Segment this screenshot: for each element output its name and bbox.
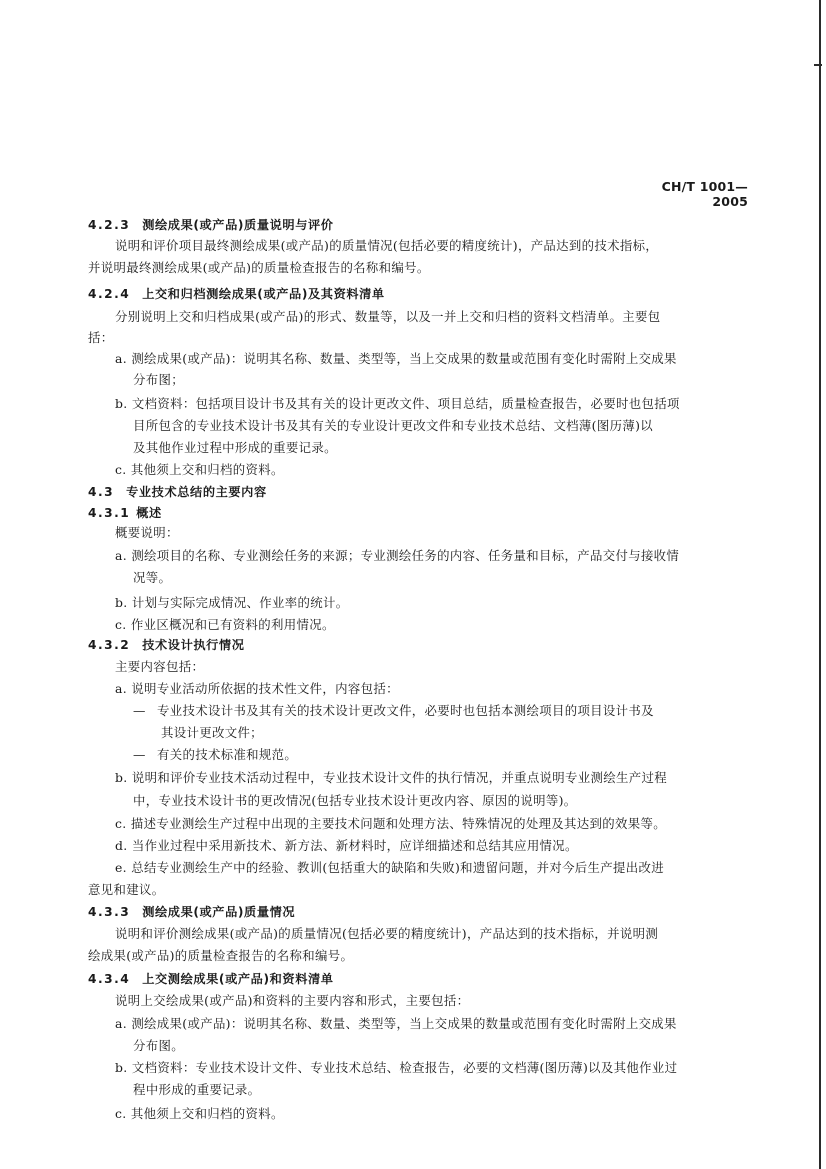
list-item-c: c. 其他须上交和归档的资料。 (115, 1106, 284, 1121)
section-title: 测绘成果(或产品)质量说明与评价 (142, 218, 334, 232)
section-heading-4-2-3 (88, 217, 334, 233)
list-item-a: a. 说明专业活动所依据的技术性文件，内容包括： (115, 681, 399, 696)
paragraph-line: 说明上交绘成果(或产品)和资料的主要内容和形式，主要包括： (115, 993, 470, 1008)
list-item-a: a. 测绘成果(或产品)：说明其名称、数量、类型等，当上交成果的数量或范围有变化时需附上交成果 (115, 351, 677, 366)
list-item-continuation: 况等。 (133, 570, 172, 585)
paragraph-line: 分别说明上交和归档成果(或产品)的形式、数量等，以及一并上交和归档的资料文档清单。主要包 (115, 309, 661, 324)
dash-item-text: 有关的技术标准和规范。 (157, 747, 298, 762)
list-item-a: a. 测绘成果(或产品)：说明其名称、数量、类型等，当上交成果的数量或范围有变化时需附上交成果 (115, 1016, 677, 1031)
section-title: 上交和归档测绘成果(或产品)及其资料清单 (142, 287, 385, 301)
dash-glyph: — (133, 747, 146, 762)
section-heading-4-2-4 (88, 286, 385, 302)
list-item-continuation: 分布图。 (133, 1038, 184, 1053)
section-heading-4-3-4 (88, 971, 334, 987)
section-heading-4-3 (88, 484, 267, 500)
section-title: 上交测绘成果(或产品)和资料清单 (142, 972, 334, 986)
list-item-b: b. 计划与实际完成情况、作业率的统计。 (115, 595, 349, 610)
dash-item (133, 747, 297, 763)
list-item-a: a. 测绘项目的名称、专业测绘任务的来源；专业测绘任务的内容、任务量和目标，产品交付与接收情 (115, 548, 680, 563)
list-item-c: c. 其他须上交和归档的资料。 (115, 462, 284, 477)
section-title: 专业技术总结的主要内容 (126, 485, 267, 499)
dash-glyph: — (133, 703, 146, 718)
paragraph-line: 概要说明： (115, 525, 179, 540)
list-item-b: b. 文档资料：包括项目设计书及其有关的设计更改文件、项目总结，质量检查报告，必要时也包括项 (115, 396, 680, 411)
list-item-e: e. 总结专业测绘生产中的经验、教训(包括重大的缺陷和失败)和遗留问题，并对今后生产提出改进 (115, 860, 664, 875)
list-item-c: c. 作业区概况和已有资料的利用情况。 (115, 617, 335, 632)
list-item-continuation: 分布图； (133, 372, 184, 387)
section-number: 4.3.2 (88, 638, 131, 652)
list-item-d: d. 当作业过程中采用新技术、新方法、新材料时，应详细描述和总结其应用情况。 (115, 838, 578, 853)
section-number: 4.3.4 (88, 972, 131, 986)
section-title: 测绘成果(或产品)质量情况 (142, 905, 296, 919)
list-item-continuation: 及其他作业过程中形成的重要记录。 (133, 440, 337, 455)
document-code: CH/T 1001—2005 (661, 179, 748, 209)
paragraph-line: 主要内容包括： (115, 659, 205, 674)
paragraph-line: 绘成果(或产品)的质量检查报告的名称和编号。 (88, 948, 354, 963)
section-title: 概述 (136, 506, 162, 520)
section-number: 4.3.1 (88, 506, 131, 520)
section-heading-4-3-3 (88, 904, 295, 920)
section-number: 4.3.3 (88, 905, 131, 919)
list-item-b: b. 文档资料：专业技术设计文件、专业技术总结、检查报告，必要的文档薄(图历薄)以及其他作业过 (115, 1060, 678, 1075)
section-title: 技术设计执行情况 (142, 638, 245, 652)
dash-item-continuation: 其设计更改文件； (161, 725, 263, 740)
paragraph-line: 并说明最终测绘成果(或产品)的质量检查报告的名称和编号。 (88, 260, 430, 275)
page-edge-tick (814, 64, 822, 66)
list-item-continuation: 程中形成的重要记录。 (133, 1082, 261, 1097)
section-number: 4.2.3 (88, 218, 131, 232)
list-item-continuation: 目所包含的专业技术设计书及其有关的专业设计更改文件和专业技术总结、文档薄(图历薄)以 (133, 418, 653, 433)
list-item-continuation: 意见和建议。 (88, 882, 165, 897)
list-item-c: c. 描述专业测绘生产过程中出现的主要技术问题和处理方法、特殊情况的处理及其达到的效果等。 (115, 816, 666, 831)
list-item-b: b. 说明和评价专业技术活动过程中，专业技术设计文件的执行情况，并重点说明专业测绘生产过程 (115, 770, 667, 785)
list-item-continuation: 中，专业技术设计书的更改情况(包括专业技术设计更改内容、原因的说明等)。 (133, 793, 577, 808)
section-heading-4-3-1 (88, 505, 162, 521)
section-heading-4-3-2 (88, 637, 245, 653)
paragraph-line: 括： (88, 330, 114, 345)
dash-item (133, 703, 654, 719)
page-edge-line (819, 0, 821, 1169)
dash-item-text: 专业技术设计书及其有关的技术设计更改文件，必要时也包括本测绘项目的项目设计书及 (157, 703, 654, 718)
paragraph-line: 说明和评价项目最终测绘成果(或产品)的质量情况(包括必要的精度统计)，产品达到的技术指标， (115, 238, 659, 253)
section-number: 4.3 (88, 485, 115, 499)
paragraph-line: 说明和评价测绘成果(或产品)的质量情况(包括必要的精度统计)，产品达到的技术指标，并说明测 (115, 926, 659, 941)
section-number: 4.2.4 (88, 287, 131, 301)
